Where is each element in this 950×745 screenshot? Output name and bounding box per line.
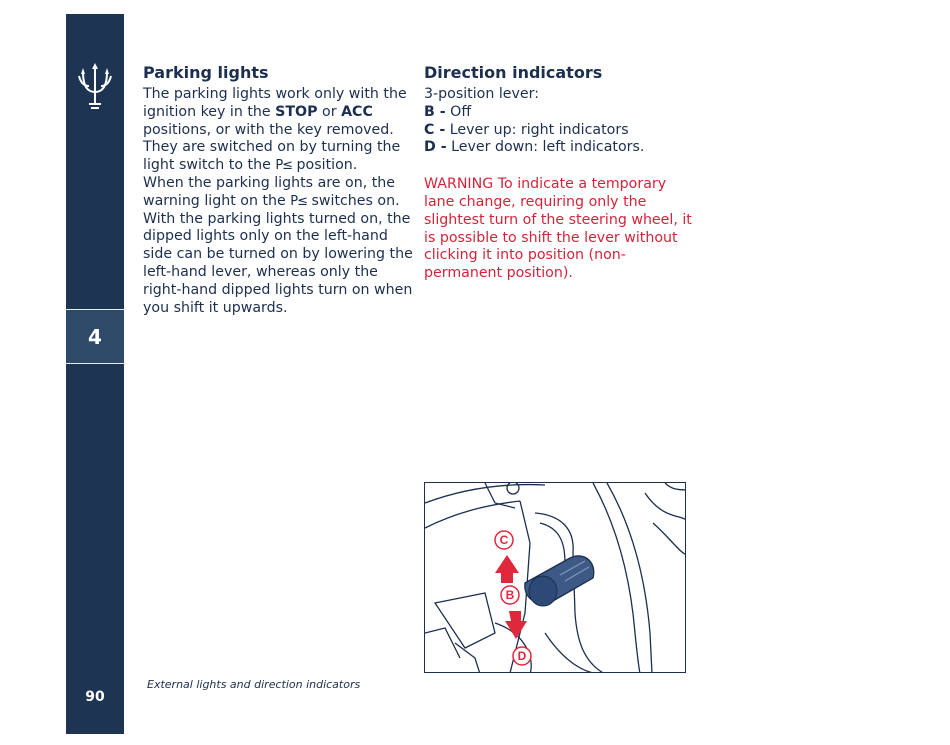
footer-caption: External lights and direction indicators <box>147 678 361 691</box>
parking-light-symbol-icon: P≤ <box>290 193 307 209</box>
trident-logo-icon <box>77 62 113 112</box>
list-item: C - Lever up: right indicators <box>424 121 629 138</box>
lever-intro: 3-position lever: <box>424 86 540 102</box>
label-c: C <box>499 533 509 547</box>
page-number: 90 <box>85 689 105 705</box>
list-item: D - Lever down: left indicators. <box>424 139 645 156</box>
label-d: D <box>517 649 527 663</box>
parking-lights-heading: Parking lights <box>143 63 269 82</box>
lever-illustration <box>424 482 686 673</box>
list-item: B - Off <box>424 103 472 120</box>
direction-indicators-heading: Direction indicators <box>424 63 603 82</box>
label-b: B <box>505 588 515 602</box>
warning-note: WARNING To indicate a temporary lane change, requiring only the slightest turn of the steering wheel, it is possible to shift the lever without clicking it into position (non-permanent position). <box>424 176 692 282</box>
sidebar <box>66 14 124 734</box>
chapter-tab[interactable]: 4 <box>66 309 124 364</box>
parking-lights-text: The parking lights work only with the ignition key in the STOP or ACC positions, or with the key removed. They are switched on by turning the light switch to the P≤ position. When the parking lights are on, the warning light on the P≤ switches on. With the parking lights turned on, the dipped lights only on the left-hand side can be turned on by lowering the left-hand lever, whereas only the right-hand dipped lights turn on when you shift it upwards. <box>143 86 413 316</box>
parking-light-symbol-icon: P≤ <box>275 158 293 174</box>
direction-indicators-text <box>424 86 694 283</box>
